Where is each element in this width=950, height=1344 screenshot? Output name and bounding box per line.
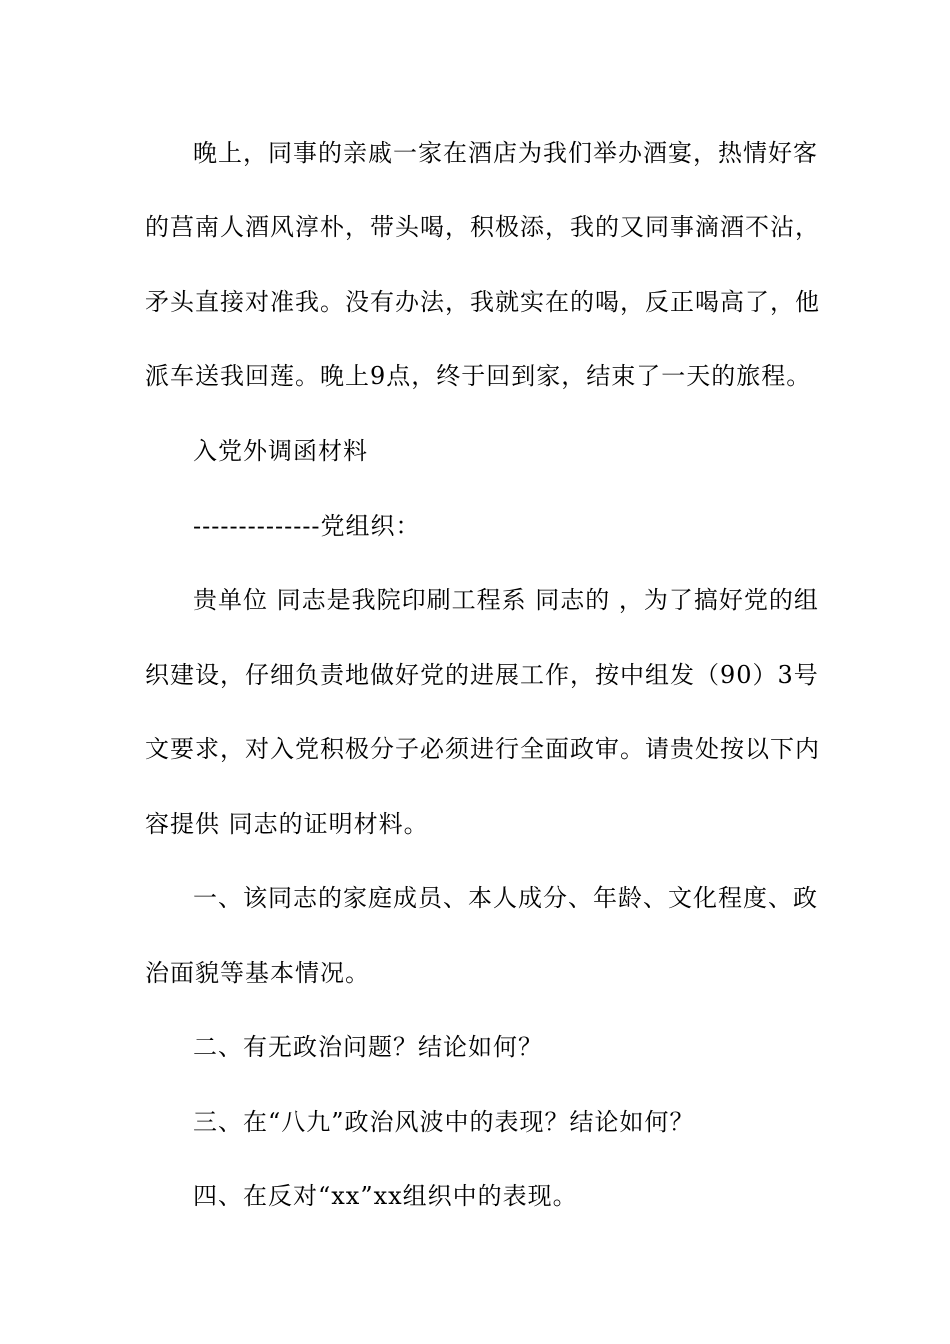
paragraph-line: 贵单位 同志是我院印刷工程系 同志的 ，为了搞好党的组 xyxy=(193,586,819,614)
list-item: 三、在“八九”政治风波中的表现？结论如何？ xyxy=(193,1108,695,1136)
paragraph-line: 派车送我回莲。晚上9点，终于回到家，结束了一天的旅程。 xyxy=(145,362,812,390)
list-item-line: 一、该同志的家庭成员、本人成分、年龄、文化程度、政 xyxy=(193,884,818,912)
paragraph-line: 容提供 同志的证明材料。 xyxy=(145,810,429,838)
salutation: --------------党组织： xyxy=(193,512,421,540)
list-item-line: 治面貌等基本情况。 xyxy=(145,959,370,987)
paragraph-line: 晚上，同事的亲戚一家在酒店为我们举办酒宴，热情好客 xyxy=(193,139,818,167)
list-item: 二、有无政治问题？结论如何？ xyxy=(193,1033,543,1061)
document-title: 入党外调函材料 xyxy=(193,437,368,465)
paragraph-line: 文要求，对入党积极分子必须进行全面政审。请贵处按以下内 xyxy=(145,735,820,763)
paragraph-line: 织建设，仔细负责地做好党的进展工作，按中组发（90）3号 xyxy=(145,661,819,689)
list-item: 四、在反对“xx”xx组织中的表现。 xyxy=(193,1182,578,1210)
paragraph-line: 矛头直接对准我。没有办法，我就实在的喝，反正喝高了，他 xyxy=(145,288,820,316)
paragraph-line: 的莒南人酒风淳朴，带头喝，积极添，我的又同事滴酒不沾， xyxy=(145,213,820,241)
